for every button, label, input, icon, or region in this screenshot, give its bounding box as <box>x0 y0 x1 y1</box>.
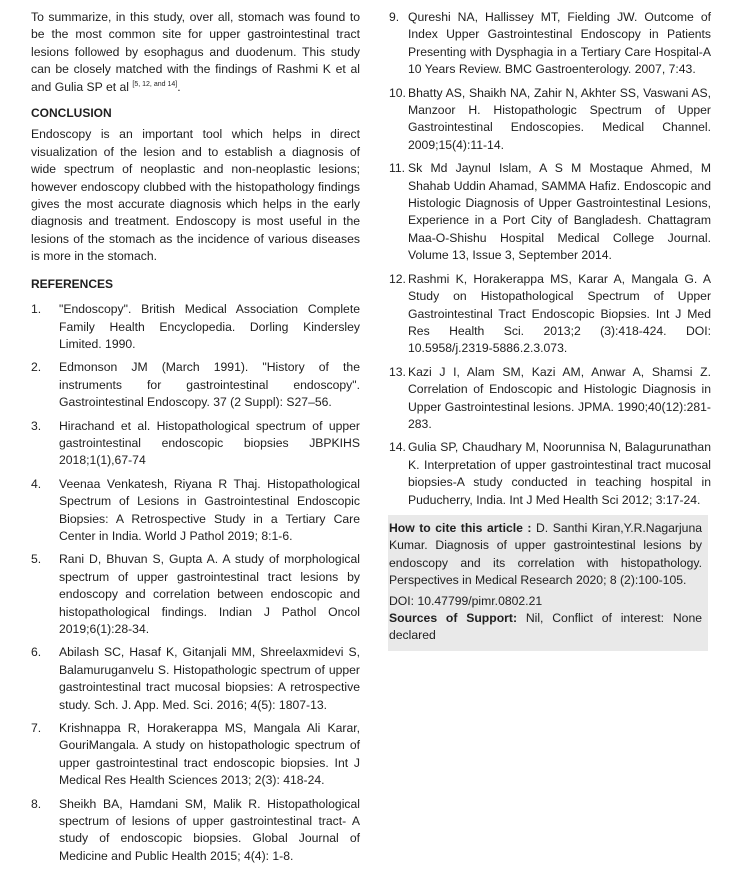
conclusion-heading: CONCLUSION <box>31 106 112 121</box>
reference-text: Bhatty AS, Shaikh NA, Zahir N, Akhter SS, Vaswani AS, Manzoor H. Histopathologic Spectrum of Upper Gastrointestinal Endoscopies. Medical Channel. 2009;15(4):11-14. <box>408 85 711 152</box>
reference-item <box>389 160 711 264</box>
reference-number: 4. <box>31 476 42 491</box>
reference-item <box>389 439 711 509</box>
reference-text: Edmonson JM (March 1991). "History of the instruments for gastrointestinal endoscopy". Gastrointestinal Endoscopy. 37 (2 Suppl): S27–56. <box>59 360 360 410</box>
reference-number: 2. <box>31 360 42 375</box>
reference-item <box>31 551 360 638</box>
reference-text: Sheikh BA, Hamdani SM, Malik R. Histopathological spectrum of lesions of upper gastrointestinal tract- A study of endoscopic biopsies. Global Journal of Medicine and Public Health 2015; 4(4): 1-8. <box>59 796 360 863</box>
reference-text: Hirachand et al. Histopathological spectrum of upper gastrointestinal endoscopic biopsies JBPKIHS 2018;1(1),67-74 <box>59 418 360 468</box>
reference-number: 7. <box>31 721 42 736</box>
reference-text: "Endoscopy". British Medical Association Complete Family Health Encyclopedia. Dorling Kindersley Limited. 1990. <box>59 302 360 351</box>
reference-number: 3. <box>31 418 42 433</box>
citation-box <box>388 515 708 651</box>
how-to-cite-text: D. Santhi Kiran,Y.R.Nagarjuna Kumar. Diagnosis of upper gastrointestinal lesions by endoscopy and its correlation with histopathology. Perspectives in Medical Research 2020; 8 (2):100-105. <box>389 520 703 588</box>
citation-superscript: [5, 12, and 14] <box>132 80 178 88</box>
reference-item <box>31 720 360 790</box>
support-text: Nil, Conflict of interest: None declared <box>389 611 703 643</box>
references-heading: REFERENCES <box>31 276 114 291</box>
reference-number: 11. <box>389 161 406 176</box>
reference-item <box>31 476 360 546</box>
doi-line: DOI: 10.47799/pimr.0802.21 <box>389 593 543 608</box>
reference-item <box>389 271 711 358</box>
reference-text: Abilash SC, Hasaf K, Gitanjali MM, Shreelaxmidevi S, Balamuruganvelu S. Histopathologic spectrum of upper gastrointestinal tract mucosal biopsies: A retrospective study. Sch. J. App. Med. Sci. 2016; 4(5): 1807-13. <box>59 645 360 712</box>
reference-text: Qureshi NA, Hallissey MT, Fielding JW. Outcome of Index Upper Gastrointestinal Endoscopy in Patients Presenting with Dysphagia in a Tertiary Care Hospital-A 10 Years Review. BMC Gastroenterology. 2007, 7:43. <box>408 10 711 77</box>
reference-item <box>31 359 360 411</box>
reference-item <box>31 796 360 866</box>
reference-number: 12. <box>389 271 406 286</box>
summary-paragraph: To summarize, in this study, over all, stomach was found to be the most common site for upper gastrointestinal tract lesions followed by esophagus and duodenum. This study can be closely matched with the findings of Rashmi K et al and Gulia SP et al [5, 12, and 14]. <box>31 10 360 94</box>
reference-text: Gulia SP, Chaudhary M, Noorunnisa N, Balagurunathan K. Interpretation of upper gastrointestinal tract mucosal biopsies-A study conducted in teaching hospital in Puducherry, India. Int J Med Health Sci 2012; 3:17-24. <box>408 440 711 507</box>
reference-text: Rashmi K, Horakerappa MS, Karar A, Mangala G. A Study on Histopathological Spectrum of Upper Gastrointestinal Tract Endoscopic Biopsies. Int J Med Res Health Sci. 2013;2 (3):418-424. DOI: 10.5958/j.2319-5886.2.3.073. <box>408 271 711 356</box>
support-label: Sources of Support: <box>389 611 518 625</box>
reference-text: Kazi J I, Alam SM, Kazi AM, Anwar A, Shamsi Z. Correlation of Endoscopic and Histologic Diagnosis in Upper Gastrointestinal lesions. JPMA. 1990;40(12):281-283. <box>408 364 711 431</box>
reference-number: 13. <box>389 364 406 379</box>
sources-of-support <box>389 610 702 645</box>
references-list-right <box>389 9 711 509</box>
left-column <box>31 9 360 871</box>
reference-text: Krishnappa R, Horakerappa MS, Mangala Ali Karar, GouriMangala. A study on histopathologic spectrum of upper gastrointestinal tract endoscopic biopsies. Int J Medical Res Health Sciences 2013; 2(3): 418-24. <box>59 721 360 788</box>
reference-item <box>389 9 711 79</box>
reference-item <box>389 364 711 434</box>
reference-item <box>31 644 360 714</box>
how-to-cite <box>389 520 702 590</box>
references-list-left <box>31 301 360 865</box>
reference-number: 10. <box>389 85 406 100</box>
reference-number: 14. <box>389 440 406 455</box>
how-to-cite-label: How to cite this article : <box>389 520 532 535</box>
reference-text: Veenaa Venkatesh, Riyana R Thaj. Histopathological Spectrum of Lesions in Gastrointestinal Endoscopic Biopsies: A Retrospective Study in a Tertiary Care Center in India. World J Pathol 2019; 8:1-6. <box>59 476 360 543</box>
reference-item <box>31 301 360 353</box>
conclusion-paragraph: Endoscopy is an important tool which helps in direct visualization of the lesion and to establish a diagnosis of wide spectrum of neoplastic and non-neoplastic lesions; however endoscopy clubbed with the histopathology findings gives the most accurate diagnosis which helps in the early diagnosis and treatment. Endoscopy is most useful in the lesions of the stomach as the incidence of various diseases is more in the stomach. <box>31 127 360 264</box>
reference-item <box>389 85 711 155</box>
reference-number: 1. <box>31 302 42 317</box>
reference-text: Rani D, Bhuvan S, Gupta A. A study of morphological spectrum of upper gastrointestinal tract lesions by endoscopy and correlation between endoscopic and histopathological findings. Indian J Pathol Oncol 2019;6(1):28-34. <box>59 552 360 636</box>
reference-number: 9. <box>389 10 400 24</box>
reference-number: 6. <box>31 645 42 660</box>
reference-number: 5. <box>31 552 42 567</box>
reference-item <box>31 418 360 470</box>
reference-text: Sk Md Jaynul Islam, A S M Mostaque Ahmed, M Shahab Uddin Ahamad, SAMMA Hafiz. Endoscopic and Histologic Diagnosis of Upper Gastrointestinal Lesions, Experience in a Port City of Bangladesh. Chattagram Maa-O-Shishu Hospital Medical College Journal. Volume 13, Issue 3, September 2014. <box>408 161 711 263</box>
right-column <box>389 9 711 651</box>
reference-number: 8. <box>31 796 42 811</box>
